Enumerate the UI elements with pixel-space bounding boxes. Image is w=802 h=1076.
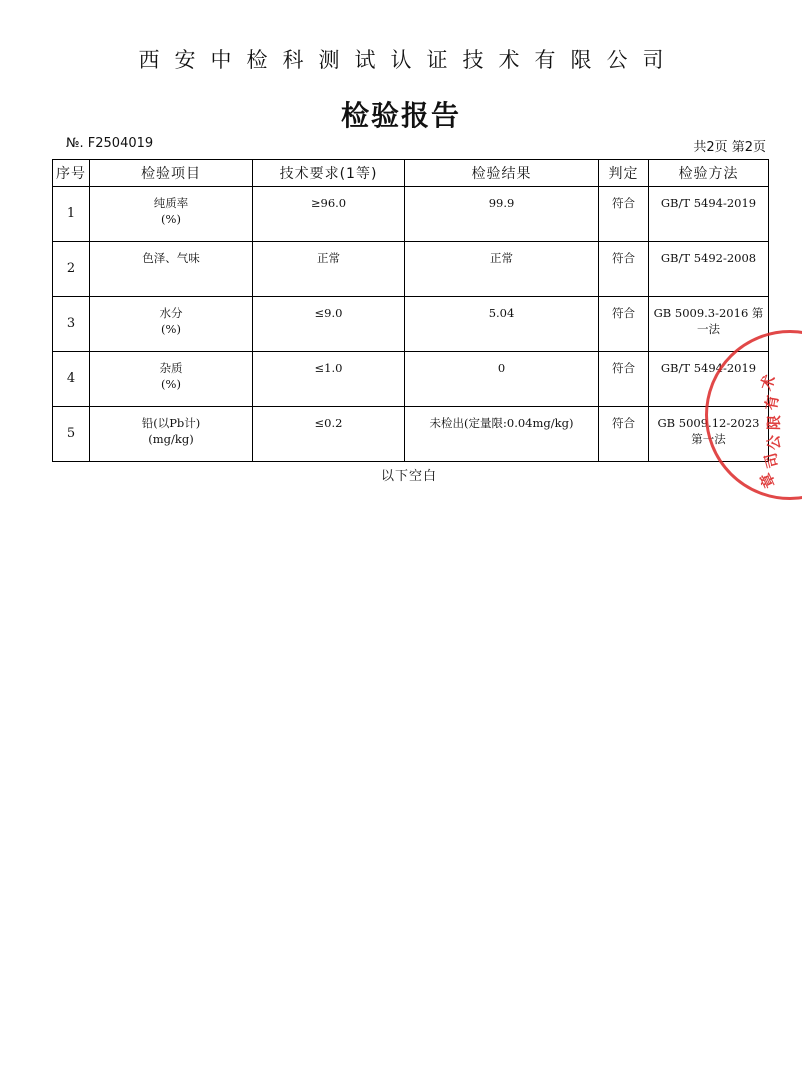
method-line-1: GB/T 5494-2019: [660, 196, 757, 210]
blank-below-note: 以下空白: [381, 469, 438, 484]
cell-judgement: 符合: [599, 407, 649, 462]
item-name: 铅(以Pb计): [141, 416, 201, 430]
cell-requirement: 正常: [253, 242, 405, 297]
cell-judgement: 符合: [599, 297, 649, 352]
method-line-2: 一法: [697, 322, 720, 336]
cell-method: [649, 242, 769, 297]
column-header-requirement: 技术要求(1等): [253, 160, 405, 187]
table-header-row: [53, 160, 769, 187]
stamp-char: 术: [756, 372, 780, 393]
cell-result: 正常: [405, 242, 599, 297]
item-name: 纯质率: [153, 196, 189, 210]
cell-result: 99.9: [405, 187, 599, 242]
method-line-1: GB 5009.12-2023: [657, 416, 760, 430]
method-line-1: GB 5009.3-2016 第: [653, 306, 764, 320]
cell-item: [90, 297, 253, 352]
stamp-char: 司: [761, 450, 783, 470]
report-number: №. F2504019: [66, 136, 154, 151]
cell-judgement: 符合: [599, 352, 649, 407]
cell-seq: 1: [53, 187, 90, 242]
cell-requirement: ≤9.0: [253, 297, 405, 352]
method-line-1: GB/T 5494-2019: [660, 361, 757, 375]
cell-result: 5.04: [405, 297, 599, 352]
stamp-char: 限: [764, 414, 784, 431]
cell-requirement: ≥96.0: [253, 187, 405, 242]
table-row: [53, 297, 769, 352]
cell-seq: 2: [53, 242, 90, 297]
cell-method: [649, 297, 769, 352]
cell-result: 未检出(定量限:0.04mg/kg): [405, 407, 599, 462]
cell-item: [90, 187, 253, 242]
report-title: 检验报告: [340, 99, 461, 132]
column-header-judgement: 判定: [599, 160, 649, 187]
table-row: [53, 187, 769, 242]
method-line-2: 第一法: [691, 432, 726, 446]
item-name: 色泽、气味: [142, 251, 200, 265]
item-unit: (%): [161, 377, 181, 391]
item-unit: (%): [161, 322, 181, 336]
stamp-char: 有: [761, 393, 783, 412]
cell-method: [649, 407, 769, 462]
cell-seq: 5: [53, 407, 90, 462]
table-row: [53, 352, 769, 407]
cell-item: [90, 407, 253, 462]
column-header-method: 检验方法: [649, 160, 769, 187]
item-name: 杂质: [159, 361, 183, 375]
item-name: 水分: [159, 306, 183, 320]
cell-judgement: 符合: [599, 242, 649, 297]
stamp-char: 公: [764, 434, 784, 451]
cell-item: [90, 352, 253, 407]
stamp-char: 章: [756, 469, 780, 491]
cell-requirement: ≤0.2: [253, 407, 405, 462]
item-unit: (mg/kg): [148, 432, 194, 446]
cell-judgement: 符合: [599, 187, 649, 242]
results-table: [52, 159, 769, 462]
cell-method: [649, 187, 769, 242]
cell-item: [90, 242, 253, 297]
cell-seq: 4: [53, 352, 90, 407]
cell-requirement: ≤1.0: [253, 352, 405, 407]
page-indicator: 共2页 第2页: [693, 140, 766, 155]
cell-seq: 3: [53, 297, 90, 352]
company-name: 西安中检科测试认证技术有限公司: [138, 48, 679, 72]
item-unit: (%): [161, 212, 181, 226]
cell-result: 0: [405, 352, 599, 407]
table-row: [53, 242, 769, 297]
method-line-1: GB/T 5492-2008: [660, 251, 757, 265]
column-header-item: 检验项目: [90, 160, 253, 187]
table-row: [53, 407, 769, 462]
cell-method: [649, 352, 769, 407]
column-header-result: 检验结果: [405, 160, 599, 187]
column-header-seq: 序号: [53, 160, 90, 187]
